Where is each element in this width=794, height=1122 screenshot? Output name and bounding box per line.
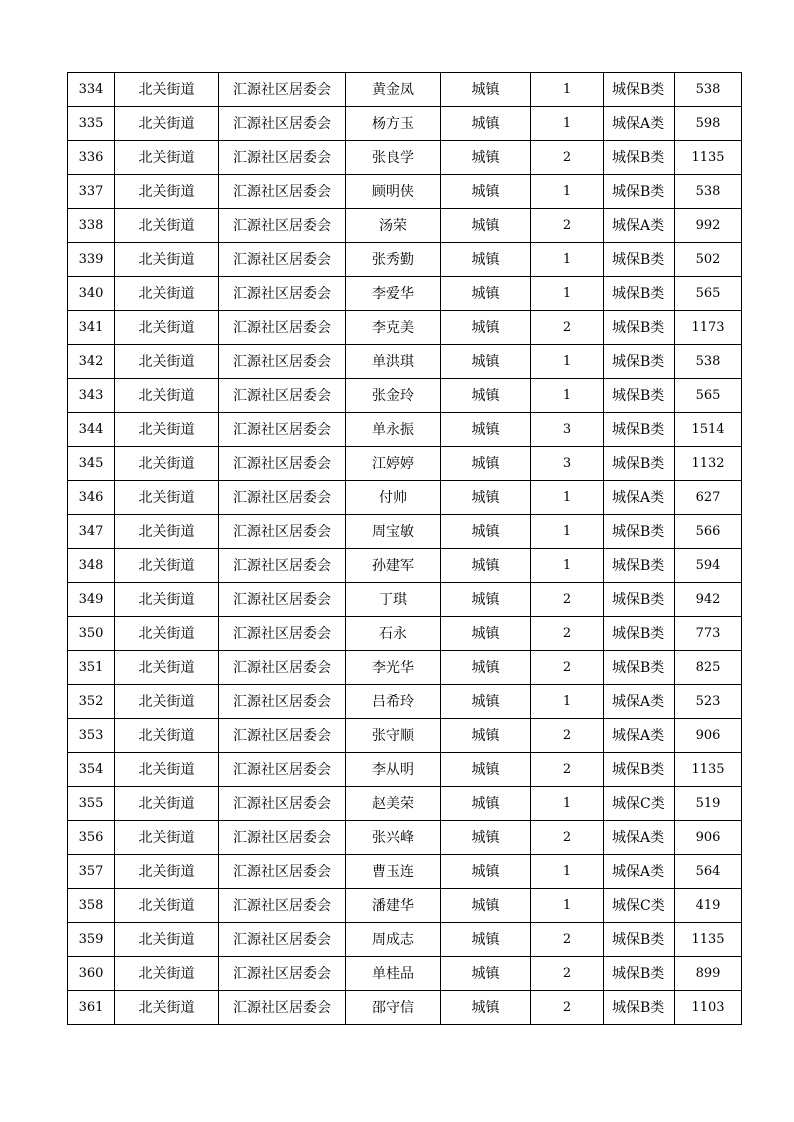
seq-cell: 341 [68, 311, 115, 345]
roster-table-body [68, 73, 742, 1025]
category-cell: 城保A类 [604, 481, 675, 515]
street-cell: 北关街道 [115, 311, 219, 345]
seq-cell: 339 [68, 243, 115, 277]
name-cell: 李爱华 [346, 277, 441, 311]
street-cell: 北关街道 [115, 787, 219, 821]
amount-cell: 1135 [675, 141, 742, 175]
table-row [68, 957, 742, 991]
street-cell: 北关街道 [115, 447, 219, 481]
category-cell: 城保B类 [604, 379, 675, 413]
table-row [68, 583, 742, 617]
seq-cell: 360 [68, 957, 115, 991]
household-count-cell: 2 [531, 583, 604, 617]
name-cell: 黄金凤 [346, 73, 441, 107]
table-row [68, 923, 742, 957]
community-cell: 汇源社区居委会 [219, 617, 346, 651]
category-cell: 城保B类 [604, 651, 675, 685]
street-cell: 北关街道 [115, 889, 219, 923]
name-cell: 单桂品 [346, 957, 441, 991]
area-cell: 城镇 [441, 175, 531, 209]
seq-cell: 353 [68, 719, 115, 753]
seq-cell: 350 [68, 617, 115, 651]
street-cell: 北关街道 [115, 991, 219, 1025]
seq-cell: 344 [68, 413, 115, 447]
area-cell: 城镇 [441, 345, 531, 379]
seq-cell: 342 [68, 345, 115, 379]
community-cell: 汇源社区居委会 [219, 549, 346, 583]
community-cell: 汇源社区居委会 [219, 107, 346, 141]
amount-cell: 565 [675, 379, 742, 413]
amount-cell: 1103 [675, 991, 742, 1025]
table-row [68, 617, 742, 651]
area-cell: 城镇 [441, 651, 531, 685]
area-cell: 城镇 [441, 719, 531, 753]
table-row [68, 447, 742, 481]
table-row [68, 787, 742, 821]
seq-cell: 334 [68, 73, 115, 107]
name-cell: 潘建华 [346, 889, 441, 923]
name-cell: 曹玉连 [346, 855, 441, 889]
seq-cell: 355 [68, 787, 115, 821]
amount-cell: 773 [675, 617, 742, 651]
household-count-cell: 2 [531, 617, 604, 651]
table-row [68, 753, 742, 787]
seq-cell: 356 [68, 821, 115, 855]
community-cell: 汇源社区居委会 [219, 753, 346, 787]
name-cell: 张良学 [346, 141, 441, 175]
name-cell: 单洪琪 [346, 345, 441, 379]
amount-cell: 1135 [675, 753, 742, 787]
community-cell: 汇源社区居委会 [219, 991, 346, 1025]
community-cell: 汇源社区居委会 [219, 277, 346, 311]
table-row [68, 651, 742, 685]
street-cell: 北关街道 [115, 481, 219, 515]
area-cell: 城镇 [441, 685, 531, 719]
area-cell: 城镇 [441, 957, 531, 991]
name-cell: 周宝敏 [346, 515, 441, 549]
area-cell: 城镇 [441, 855, 531, 889]
seq-cell: 337 [68, 175, 115, 209]
street-cell: 北关街道 [115, 209, 219, 243]
household-count-cell: 3 [531, 413, 604, 447]
community-cell: 汇源社区居委会 [219, 855, 346, 889]
category-cell: 城保B类 [604, 311, 675, 345]
area-cell: 城镇 [441, 617, 531, 651]
table-row [68, 549, 742, 583]
seq-cell: 357 [68, 855, 115, 889]
amount-cell: 1514 [675, 413, 742, 447]
community-cell: 汇源社区居委会 [219, 243, 346, 277]
name-cell: 邵守信 [346, 991, 441, 1025]
area-cell: 城镇 [441, 923, 531, 957]
amount-cell: 906 [675, 719, 742, 753]
category-cell: 城保B类 [604, 923, 675, 957]
community-cell: 汇源社区居委会 [219, 447, 346, 481]
table-row [68, 345, 742, 379]
household-count-cell: 1 [531, 549, 604, 583]
street-cell: 北关街道 [115, 549, 219, 583]
household-count-cell: 2 [531, 991, 604, 1025]
street-cell: 北关街道 [115, 277, 219, 311]
category-cell: 城保B类 [604, 515, 675, 549]
category-cell: 城保B类 [604, 583, 675, 617]
category-cell: 城保B类 [604, 175, 675, 209]
street-cell: 北关街道 [115, 685, 219, 719]
category-cell: 城保B类 [604, 243, 675, 277]
amount-cell: 538 [675, 175, 742, 209]
household-count-cell: 1 [531, 175, 604, 209]
category-cell: 城保B类 [604, 277, 675, 311]
area-cell: 城镇 [441, 379, 531, 413]
category-cell: 城保C类 [604, 889, 675, 923]
area-cell: 城镇 [441, 787, 531, 821]
street-cell: 北关街道 [115, 821, 219, 855]
seq-cell: 349 [68, 583, 115, 617]
table-row [68, 141, 742, 175]
amount-cell: 565 [675, 277, 742, 311]
community-cell: 汇源社区居委会 [219, 175, 346, 209]
household-count-cell: 2 [531, 957, 604, 991]
table-row [68, 311, 742, 345]
seq-cell: 359 [68, 923, 115, 957]
table-row [68, 73, 742, 107]
name-cell: 李光华 [346, 651, 441, 685]
area-cell: 城镇 [441, 311, 531, 345]
area-cell: 城镇 [441, 481, 531, 515]
community-cell: 汇源社区居委会 [219, 515, 346, 549]
street-cell: 北关街道 [115, 583, 219, 617]
community-cell: 汇源社区居委会 [219, 957, 346, 991]
community-cell: 汇源社区居委会 [219, 787, 346, 821]
community-cell: 汇源社区居委会 [219, 345, 346, 379]
household-count-cell: 1 [531, 515, 604, 549]
seq-cell: 345 [68, 447, 115, 481]
category-cell: 城保A类 [604, 855, 675, 889]
category-cell: 城保A类 [604, 719, 675, 753]
household-count-cell: 1 [531, 889, 604, 923]
household-count-cell: 2 [531, 141, 604, 175]
category-cell: 城保B类 [604, 345, 675, 379]
community-cell: 汇源社区居委会 [219, 413, 346, 447]
area-cell: 城镇 [441, 141, 531, 175]
seq-cell: 336 [68, 141, 115, 175]
seq-cell: 343 [68, 379, 115, 413]
area-cell: 城镇 [441, 413, 531, 447]
table-row [68, 855, 742, 889]
name-cell: 张守顺 [346, 719, 441, 753]
name-cell: 李从明 [346, 753, 441, 787]
street-cell: 北关街道 [115, 141, 219, 175]
area-cell: 城镇 [441, 991, 531, 1025]
name-cell: 石永 [346, 617, 441, 651]
community-cell: 汇源社区居委会 [219, 583, 346, 617]
category-cell: 城保A类 [604, 685, 675, 719]
amount-cell: 942 [675, 583, 742, 617]
amount-cell: 1132 [675, 447, 742, 481]
category-cell: 城保C类 [604, 787, 675, 821]
seq-cell: 354 [68, 753, 115, 787]
area-cell: 城镇 [441, 277, 531, 311]
table-row [68, 175, 742, 209]
amount-cell: 502 [675, 243, 742, 277]
seq-cell: 346 [68, 481, 115, 515]
street-cell: 北关街道 [115, 515, 219, 549]
category-cell: 城保B类 [604, 413, 675, 447]
community-cell: 汇源社区居委会 [219, 379, 346, 413]
household-count-cell: 1 [531, 107, 604, 141]
street-cell: 北关街道 [115, 719, 219, 753]
area-cell: 城镇 [441, 821, 531, 855]
seq-cell: 348 [68, 549, 115, 583]
category-cell: 城保B类 [604, 549, 675, 583]
area-cell: 城镇 [441, 447, 531, 481]
name-cell: 赵美荣 [346, 787, 441, 821]
name-cell: 杨方玉 [346, 107, 441, 141]
street-cell: 北关街道 [115, 379, 219, 413]
table-row [68, 719, 742, 753]
area-cell: 城镇 [441, 583, 531, 617]
seq-cell: 352 [68, 685, 115, 719]
table-row [68, 107, 742, 141]
category-cell: 城保A类 [604, 107, 675, 141]
name-cell: 张秀勤 [346, 243, 441, 277]
amount-cell: 564 [675, 855, 742, 889]
name-cell: 李克美 [346, 311, 441, 345]
table-row [68, 991, 742, 1025]
street-cell: 北关街道 [115, 923, 219, 957]
community-cell: 汇源社区居委会 [219, 889, 346, 923]
household-count-cell: 1 [531, 73, 604, 107]
category-cell: 城保B类 [604, 991, 675, 1025]
category-cell: 城保B类 [604, 617, 675, 651]
name-cell: 张金玲 [346, 379, 441, 413]
amount-cell: 906 [675, 821, 742, 855]
table-row [68, 685, 742, 719]
name-cell: 单永振 [346, 413, 441, 447]
name-cell: 江婷婷 [346, 447, 441, 481]
table-row [68, 277, 742, 311]
table-row [68, 243, 742, 277]
community-cell: 汇源社区居委会 [219, 923, 346, 957]
amount-cell: 419 [675, 889, 742, 923]
household-count-cell: 2 [531, 719, 604, 753]
household-count-cell: 1 [531, 277, 604, 311]
community-cell: 汇源社区居委会 [219, 719, 346, 753]
area-cell: 城镇 [441, 549, 531, 583]
amount-cell: 1135 [675, 923, 742, 957]
community-cell: 汇源社区居委会 [219, 651, 346, 685]
street-cell: 北关街道 [115, 345, 219, 379]
household-count-cell: 1 [531, 243, 604, 277]
amount-cell: 598 [675, 107, 742, 141]
name-cell: 张兴峰 [346, 821, 441, 855]
category-cell: 城保B类 [604, 957, 675, 991]
seq-cell: 358 [68, 889, 115, 923]
seq-cell: 340 [68, 277, 115, 311]
household-count-cell: 1 [531, 685, 604, 719]
table-row [68, 481, 742, 515]
seq-cell: 335 [68, 107, 115, 141]
street-cell: 北关街道 [115, 413, 219, 447]
amount-cell: 519 [675, 787, 742, 821]
community-cell: 汇源社区居委会 [219, 73, 346, 107]
amount-cell: 538 [675, 73, 742, 107]
community-cell: 汇源社区居委会 [219, 311, 346, 345]
household-count-cell: 2 [531, 753, 604, 787]
seq-cell: 351 [68, 651, 115, 685]
amount-cell: 538 [675, 345, 742, 379]
table-row [68, 413, 742, 447]
household-count-cell: 1 [531, 379, 604, 413]
name-cell: 孙建军 [346, 549, 441, 583]
street-cell: 北关街道 [115, 651, 219, 685]
household-count-cell: 2 [531, 821, 604, 855]
street-cell: 北关街道 [115, 175, 219, 209]
amount-cell: 594 [675, 549, 742, 583]
area-cell: 城镇 [441, 209, 531, 243]
community-cell: 汇源社区居委会 [219, 481, 346, 515]
category-cell: 城保B类 [604, 447, 675, 481]
seq-cell: 347 [68, 515, 115, 549]
household-count-cell: 2 [531, 209, 604, 243]
amount-cell: 566 [675, 515, 742, 549]
area-cell: 城镇 [441, 243, 531, 277]
street-cell: 北关街道 [115, 957, 219, 991]
area-cell: 城镇 [441, 515, 531, 549]
amount-cell: 899 [675, 957, 742, 991]
category-cell: 城保A类 [604, 209, 675, 243]
amount-cell: 1173 [675, 311, 742, 345]
name-cell: 周成志 [346, 923, 441, 957]
community-cell: 汇源社区居委会 [219, 209, 346, 243]
table-row [68, 379, 742, 413]
category-cell: 城保B类 [604, 73, 675, 107]
community-cell: 汇源社区居委会 [219, 821, 346, 855]
area-cell: 城镇 [441, 889, 531, 923]
name-cell: 丁琪 [346, 583, 441, 617]
household-count-cell: 3 [531, 447, 604, 481]
household-count-cell: 1 [531, 345, 604, 379]
area-cell: 城镇 [441, 753, 531, 787]
street-cell: 北关街道 [115, 753, 219, 787]
table-row [68, 515, 742, 549]
name-cell: 顾明侠 [346, 175, 441, 209]
street-cell: 北关街道 [115, 617, 219, 651]
seq-cell: 338 [68, 209, 115, 243]
seq-cell: 361 [68, 991, 115, 1025]
household-count-cell: 1 [531, 855, 604, 889]
amount-cell: 992 [675, 209, 742, 243]
household-count-cell: 2 [531, 923, 604, 957]
amount-cell: 523 [675, 685, 742, 719]
category-cell: 城保B类 [604, 141, 675, 175]
name-cell: 汤荣 [346, 209, 441, 243]
table-row [68, 889, 742, 923]
community-cell: 汇源社区居委会 [219, 685, 346, 719]
street-cell: 北关街道 [115, 243, 219, 277]
name-cell: 吕希玲 [346, 685, 441, 719]
amount-cell: 627 [675, 481, 742, 515]
street-cell: 北关街道 [115, 107, 219, 141]
household-count-cell: 1 [531, 481, 604, 515]
community-cell: 汇源社区居委会 [219, 141, 346, 175]
table-row [68, 821, 742, 855]
roster-table [67, 72, 742, 1025]
household-count-cell: 2 [531, 651, 604, 685]
household-count-cell: 2 [531, 311, 604, 345]
category-cell: 城保A类 [604, 821, 675, 855]
street-cell: 北关街道 [115, 855, 219, 889]
amount-cell: 825 [675, 651, 742, 685]
area-cell: 城镇 [441, 107, 531, 141]
category-cell: 城保B类 [604, 753, 675, 787]
table-row [68, 209, 742, 243]
household-count-cell: 1 [531, 787, 604, 821]
area-cell: 城镇 [441, 73, 531, 107]
name-cell: 付帅 [346, 481, 441, 515]
street-cell: 北关街道 [115, 73, 219, 107]
